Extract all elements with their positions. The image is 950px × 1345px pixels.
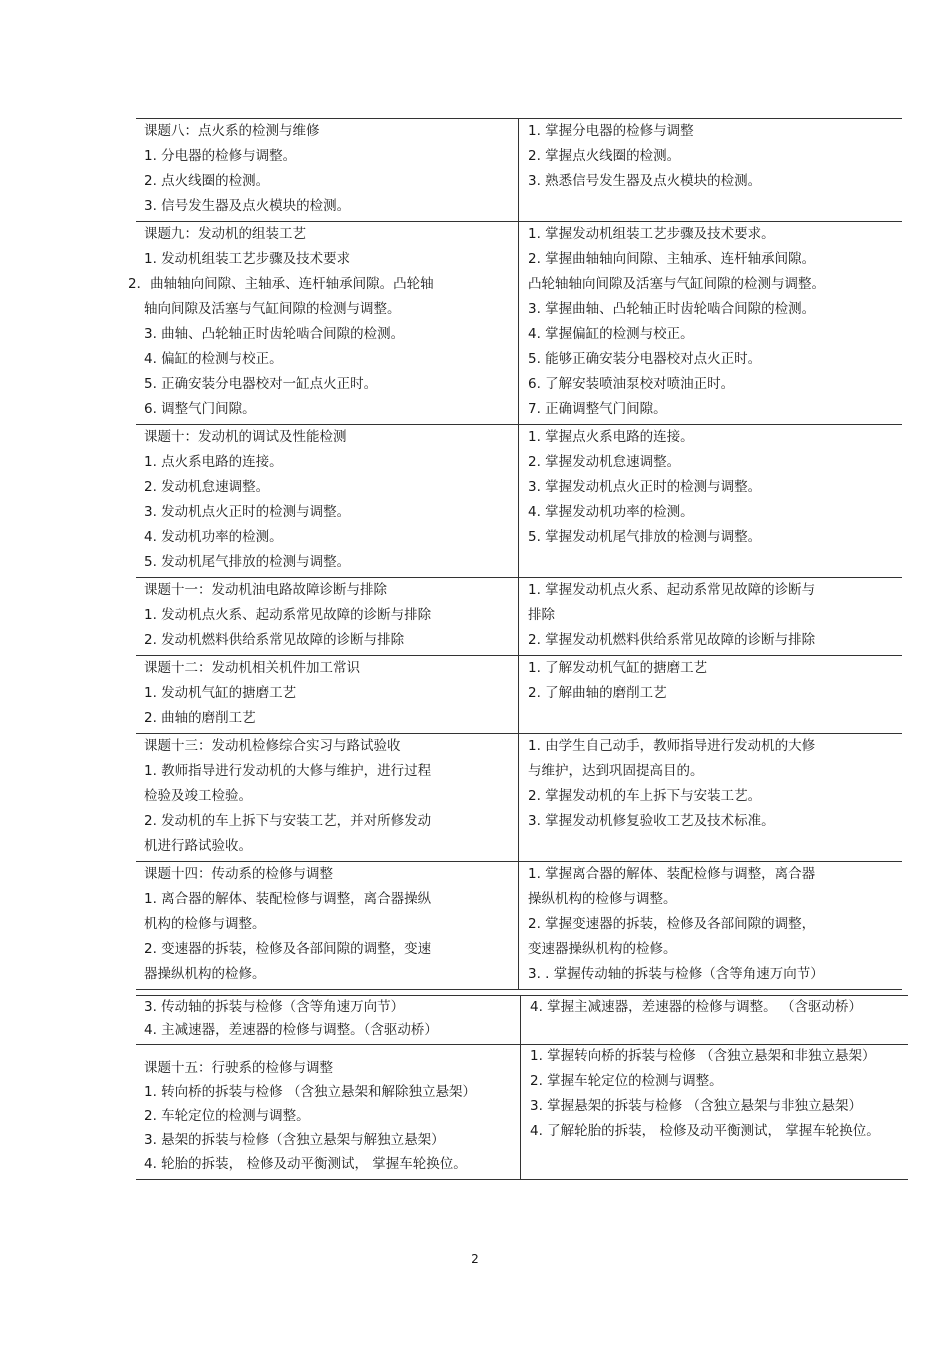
cell-line: 2. 掌握发动机怠速调整。: [527, 454, 681, 470]
cell-line: 6. 了解安装喷油泵校对喷油正时。: [527, 376, 735, 392]
page-number: 2: [471, 1252, 479, 1266]
cell-line: 1. 掌握分电器的检修与调整: [527, 123, 694, 139]
cell-line: 器操纵机构的检修。: [144, 966, 266, 982]
cell-line: 机进行路试验收。: [144, 838, 252, 854]
table-row: [136, 862, 902, 990]
cell-line: 1. 分电器的检修与调整。: [144, 148, 297, 164]
objective-cell: [518, 222, 902, 425]
course-table-2: [136, 995, 908, 1180]
cell-line: 课题十四：传动系的检修与调整: [144, 866, 333, 882]
course-table-1: [128, 118, 902, 990]
cell-line: 4. 掌握发动机功率的检测。: [527, 504, 694, 520]
cell-line: 2. 了解曲轴的磨削工艺: [527, 685, 667, 701]
cell-line: 6. 调整气门间隙。: [144, 401, 256, 417]
cell-line: 1. 发动机点火系、起动系常见故障的诊断与排除: [144, 607, 432, 623]
cell-line: 2. 掌握发动机的车上拆下与安装工艺。: [527, 788, 762, 804]
cell-line: 操纵机构的检修与调整。: [527, 891, 677, 907]
cell-line: 3. 掌握发动机点火正时的检测与调整。: [527, 479, 762, 495]
cell-line: 1. 离合器的解体、装配检修与调整，离合器操纵: [144, 891, 432, 907]
cell-line: 2. 掌握变速器的拆装，检修及各部间隙的调整，: [527, 916, 816, 932]
cell-line: 1. 点火系电路的连接。: [144, 454, 283, 470]
cell-line: 与维护，达到巩固提高目的。: [527, 763, 704, 779]
table-row: [136, 222, 902, 425]
cell-line: 3. 掌握发动机修复验收工艺及技术标准。: [527, 813, 775, 829]
cell-line: 课题九：发动机的组装工艺: [144, 226, 306, 242]
cell-line: 3. . 掌握传动轴的拆装与检修（含等角速万向节）: [527, 966, 824, 982]
cell-line: 3. 悬架的拆装与检修（含独立悬架与解独立悬架）: [144, 1132, 445, 1148]
cell-line: 课题十五：行驶系的检修与调整: [144, 1060, 333, 1076]
topic-content-cell: [136, 862, 518, 990]
cell-line: 机构的检修与调整。: [144, 916, 266, 932]
cell-line: 4. 偏缸的检测与校正。: [144, 351, 283, 367]
topic-content-cell: [136, 119, 518, 222]
cell-line: 2. 发动机怠速调整。: [144, 479, 270, 495]
cell-line: 2. 掌握车轮定位的检测与调整。: [529, 1073, 723, 1089]
objective-cell: [518, 425, 902, 578]
cell-line: 3. 曲轴、凸轮轴正时齿轮啮合间隙的检测。: [144, 326, 405, 342]
cell-line: 1. 掌握发动机组装工艺步骤及技术要求。: [527, 226, 775, 242]
cell-line: 2. 点火线圈的检测。: [144, 173, 270, 189]
cell-line: 4. 轮胎的拆装， 检修及动平衡测试， 掌握车轮换位。: [144, 1156, 467, 1172]
cell-line: 2. 掌握发动机燃料供给系常见故障的诊断与排除: [527, 632, 816, 648]
topic-content-cell: [136, 425, 518, 578]
cell-line: 2. 变速器的拆装，检修及各部间隙的调整，变速: [144, 941, 432, 957]
table-row: [136, 578, 902, 656]
cell-line: 5. 正确安装分电器校对一缸点火正时。: [144, 376, 378, 392]
cell-line: 5. 能够正确安装分电器校对点火正时。: [527, 351, 762, 367]
objective-cell: [520, 996, 908, 1045]
cell-line: 2. 车轮定位的检测与调整。: [144, 1108, 310, 1124]
objective-cell: [518, 656, 902, 734]
cell-line: 1. 教师指导进行发动机的大修与维护，进行过程: [144, 763, 432, 779]
topic-content-cell: [136, 578, 518, 656]
cell-line: 1. 掌握点火系电路的连接。: [527, 429, 694, 445]
cell-line: 课题十：发动机的调试及性能检测: [144, 429, 347, 445]
cell-line: 凸轮轴轴向间隙及活塞与气缸间隙的检测与调整。: [527, 276, 825, 292]
table-row: [136, 1045, 908, 1180]
table-row: [136, 656, 902, 734]
cell-line: 1. 了解发动机气缸的搪磨工艺: [527, 660, 708, 676]
table-row: [136, 996, 908, 1045]
cell-line: 3. 传动轴的拆装与检修（含等角速万向节）: [144, 999, 405, 1015]
topic-content-cell: [136, 1045, 520, 1180]
cell-line: 4. 主减速器，差速器的检修与调整。（含驱动桥）: [144, 1022, 438, 1038]
topic-content-cell: [136, 656, 518, 734]
cell-line: 3. 发动机点火正时的检测与调整。: [144, 504, 351, 520]
cell-line: 2．曲轴轴向间隙、主轴承、连杆轴承间隙。凸轮轴: [128, 276, 434, 292]
cell-line: 课题十二：发动机相关机件加工常识: [144, 660, 360, 676]
cell-line: 4. 发动机功率的检测。: [144, 529, 283, 545]
cell-line: 4. 掌握偏缸的检测与校正。: [527, 326, 694, 342]
cell-line: 3. 掌握曲轴、凸轮轴正时齿轮啮合间隙的检测。: [527, 301, 816, 317]
cell-line: 轴向间隙及活塞与气缸间隙的检测与调整。: [144, 301, 401, 317]
objective-cell: [520, 1045, 908, 1180]
cell-line: 课题十三：发动机检修综合实习与路试验收: [144, 738, 401, 754]
objective-cell: [518, 734, 902, 862]
table-row: [136, 425, 902, 578]
cell-line: 课题十一：发动机油电路故障诊断与排除: [144, 582, 387, 598]
topic-content-cell: [128, 222, 518, 425]
cell-line: 3. 信号发生器及点火模块的检测。: [144, 198, 351, 214]
cell-line: 3. 熟悉信号发生器及点火模块的检测。: [527, 173, 762, 189]
cell-line: 1. 发动机气缸的搪磨工艺: [144, 685, 297, 701]
cell-line: 5. 发动机尾气排放的检测与调整。: [144, 554, 351, 570]
cell-line: 课题八：点火系的检测与维修: [144, 123, 320, 139]
cell-line: 2. 掌握曲轴轴向间隙、主轴承、连杆轴承间隙。: [527, 251, 816, 267]
cell-line: 1. 由学生自己动手，教师指导进行发动机的大修: [527, 738, 816, 754]
cell-line: 排除: [527, 607, 555, 623]
objective-cell: [518, 862, 902, 990]
table-row: [136, 119, 902, 222]
cell-line: 3. 掌握悬架的拆装与检修 （含独立悬架与非独立悬架）: [529, 1098, 862, 1114]
cell-line: 2. 曲轴的磨削工艺: [144, 710, 256, 726]
cell-line: 7. 正确调整气门间隙。: [527, 401, 667, 417]
cell-line: 1. 转向桥的拆装与检修 （含独立悬架和解除独立悬架）: [144, 1084, 476, 1100]
table-row: [136, 734, 902, 862]
objective-cell: [518, 578, 902, 656]
cell-line: 2. 掌握点火线圈的检测。: [527, 148, 681, 164]
cell-line: 变速器操纵机构的检修。: [527, 941, 677, 957]
cell-line: 检验及竣工检验。: [144, 788, 252, 804]
cell-line: 4. 掌握主减速器，差速器的检修与调整。 （含驱动桥）: [529, 999, 862, 1015]
cell-line: 4. 了解轮胎的拆装， 检修及动平衡测试， 掌握车轮换位。: [529, 1123, 880, 1139]
objective-cell: [518, 119, 902, 222]
cell-line: 1. 掌握转向桥的拆装与检修 （含独立悬架和非独立悬架）: [529, 1048, 876, 1064]
cell-line: 2. 发动机的车上拆下与安装工艺，并对所修发动: [144, 813, 432, 829]
cell-line: 2. 发动机燃料供给系常见故障的诊断与排除: [144, 632, 405, 648]
topic-content-cell: [136, 734, 518, 862]
topic-content-cell: [136, 996, 520, 1045]
cell-line: 1. 发动机组装工艺步骤及技术要求: [144, 251, 351, 267]
cell-line: 1. 掌握离合器的解体、装配检修与调整，离合器: [527, 866, 816, 882]
cell-line: 1. 掌握发动机点火系、起动系常见故障的诊断与: [527, 582, 816, 598]
cell-line: 5. 掌握发动机尾气排放的检测与调整。: [527, 529, 762, 545]
